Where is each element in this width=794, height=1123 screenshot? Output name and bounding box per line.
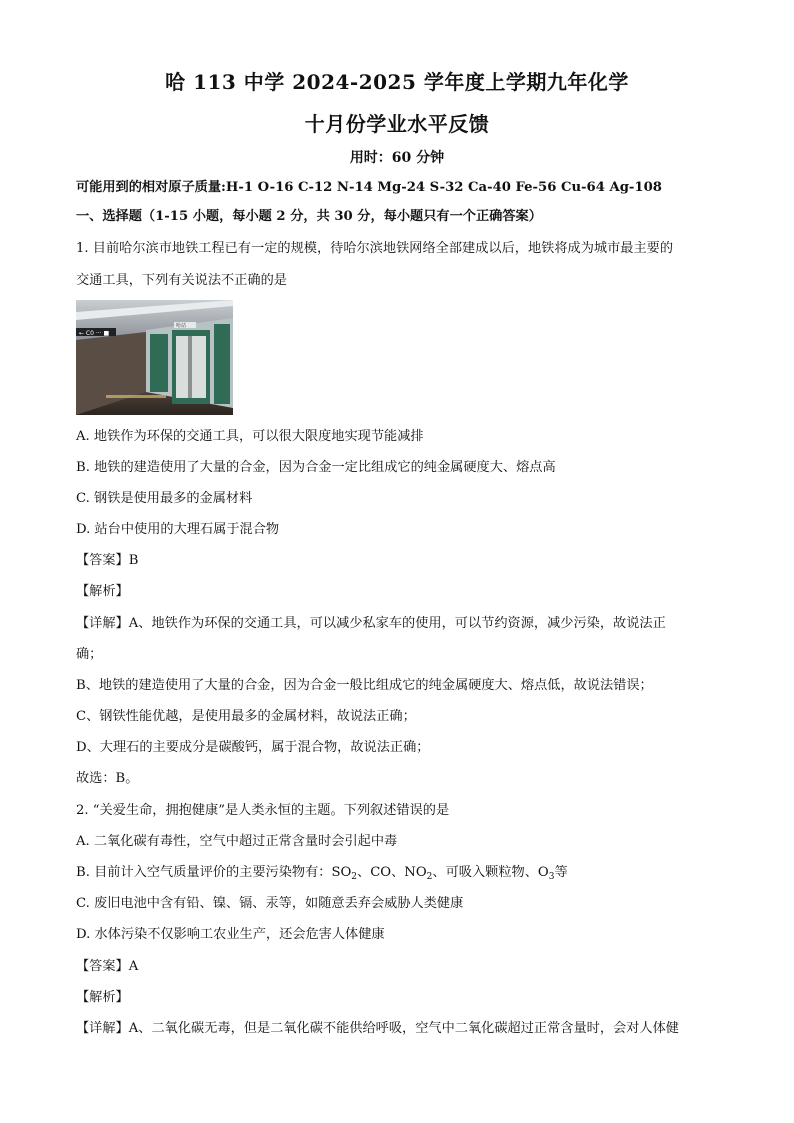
photo-station-sign: 哈站 xyxy=(176,323,187,329)
q2-option-a: A. 二氧化碳有毒性，空气中超过正常含量时会引起中毒 xyxy=(76,834,398,849)
q1-detail-b: B、地铁的建造使用了大量的合金，因为合金一般比组成它的纯金属硬度大、熔点低，故说法错误； xyxy=(76,678,653,693)
q2-analysis-label: 【解析】 xyxy=(76,990,129,1005)
q1-option-c: C. 钢铁是使用最多的金属材料 xyxy=(76,491,253,506)
q1-answer: 【答案】B xyxy=(76,553,139,568)
atomic-masses: 可能用到的相对原子质量:H-1 O-16 C-12 N-14 Mg-24 S-32 Ca-40 Fe-56 Cu-64 Ag-108 xyxy=(76,180,662,195)
q2-answer: 【答案】A xyxy=(76,959,139,974)
q1-choose: 故选：B。 xyxy=(76,771,139,786)
photo-direction-sign: ← C0 ··· ■ xyxy=(79,330,110,337)
q2-option-c: C. 废旧电池中含有铅、镍、镉、汞等，如随意丢弃会威胁人类健康 xyxy=(76,896,464,911)
q1-option-a: A. 地铁作为环保的交通工具，可以很大限度地实现节能减排 xyxy=(76,429,424,444)
section-heading: 一、选择题（1-15 小题，每小题 2 分，共 30 分，每小题只有一个正确答案） xyxy=(76,209,542,224)
q2-option-b: B. 目前计入空气质量评价的主要污染物有：$SO_2$、CO、$NO_2$、可吸入颗粒物、$O_3$等 xyxy=(76,865,568,882)
q2-stem: 2. “关爱生命，拥抱健康”是人类永恒的主题。下列叙述错误的是 xyxy=(76,803,450,818)
q1-detail-d: D、大理石的主要成分是碳酸钙，属于混合物，故说法正确； xyxy=(76,740,430,755)
q1-detail-line1: 【详解】A、地铁作为环保的交通工具，可以减少私家车的使用，可以节约资源，减少污染，故说法正 xyxy=(76,616,666,631)
q1-option-b: B. 地铁的建造使用了大量的合金，因为合金一定比组成它的纯金属硬度大、熔点高 xyxy=(76,460,556,475)
q1-analysis-label: 【解析】 xyxy=(76,584,129,599)
exam-time: 用时：60 分钟 xyxy=(349,150,445,166)
document-title: 哈 113 中学 2024-2025 学年度上学期九年化学 xyxy=(165,70,629,94)
q2-detail-line1: 【详解】A、二氧化碳无毒，但是二氧化碳不能供给呼吸，空气中二氧化碳超过正常含量时，会对人体健 xyxy=(76,1021,679,1036)
q1-stem-line1: 1. 目前哈尔滨市地铁工程已有一定的规模，待哈尔滨地铁网络全部建成以后，地铁将成为城市最主要的 xyxy=(76,241,674,256)
q2-option-d: D. 水体污染不仅影响工农业生产，还会危害人体健康 xyxy=(76,927,385,942)
q1-detail-line2: 确； xyxy=(76,647,103,662)
q1-option-d: D. 站台中使用的大理石属于混合物 xyxy=(76,522,280,537)
q1-detail-c: C、钢铁性能优越，是使用最多的金属材料，故说法正确； xyxy=(76,709,416,724)
subway-photo-illustration xyxy=(76,300,233,415)
document-subtitle: 十月份学业水平反馈 xyxy=(304,112,490,136)
subway-station-photo xyxy=(76,300,233,415)
q1-stem-line2: 交通工具，下列有关说法不正确的是 xyxy=(76,273,287,288)
